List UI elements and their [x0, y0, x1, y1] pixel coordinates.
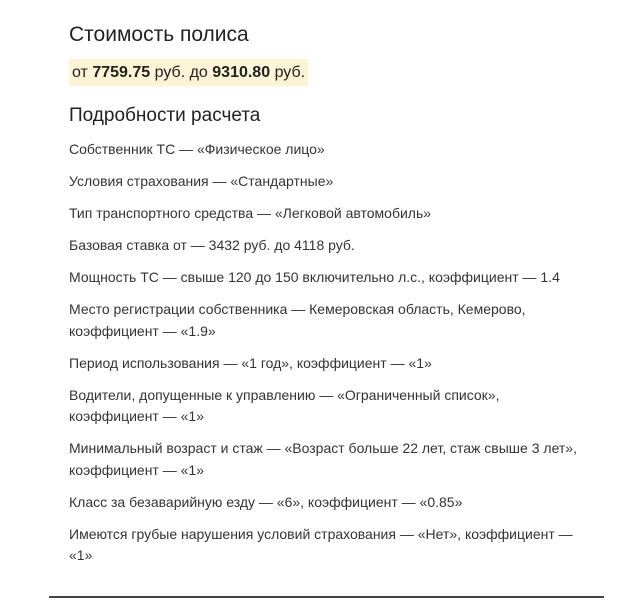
detail-drivers: Водители, допущенные к управлению — «Ограниченный список», коэффициент — «1» — [69, 386, 500, 424]
detail-engine-power: Мощность ТС — свыше 120 до 150 включительно л.с., коэффициент — 1.4 — [69, 269, 560, 285]
price-currency-to-label: руб. до — [154, 64, 208, 81]
details-list — [69, 139, 589, 577]
detail-owner: Собственник ТС — «Физическое лицо» — [69, 141, 325, 157]
price-from-label: от — [72, 64, 88, 81]
bottom-divider — [49, 596, 604, 598]
detail-bonus-malus-class: Класс за безаварийную езду — «6», коэффициент — «0.85» — [69, 493, 463, 510]
detail-base-rate: Базовая ставка от — 3432 руб. до 4118 руб. — [69, 237, 355, 253]
detail-vehicle-type: Тип транспортного средства — «Легковой автомобиль» — [69, 205, 432, 221]
detail-violations: Имеются грубые нарушения условий страхования — «Нет», коэффициент — «1» — [69, 525, 573, 563]
detail-usage-period: Период использования — «1 год», коэффициент — «1» — [69, 354, 432, 371]
policy-cost-title: Стоимость полиса — [69, 23, 249, 46]
price-from-value: 7759.75 — [92, 64, 151, 81]
price-to-value: 9310.80 — [212, 64, 271, 81]
detail-registration-place: Место регистрации собственника — Кемеровская область, Кемерово, коэффициент — «1.9» — [69, 301, 526, 339]
policy-cost-range — [69, 59, 308, 86]
price-currency-label: руб. — [274, 64, 306, 81]
detail-insurance-terms: Условия страхования — «Стандартные» — [69, 173, 334, 189]
details-title: Подробности расчета — [69, 105, 261, 126]
detail-age-experience: Минимальный возраст и стаж — «Возраст больше 22 лет, стаж свыше 3 лет», коэффициент — «1» — [69, 440, 577, 478]
